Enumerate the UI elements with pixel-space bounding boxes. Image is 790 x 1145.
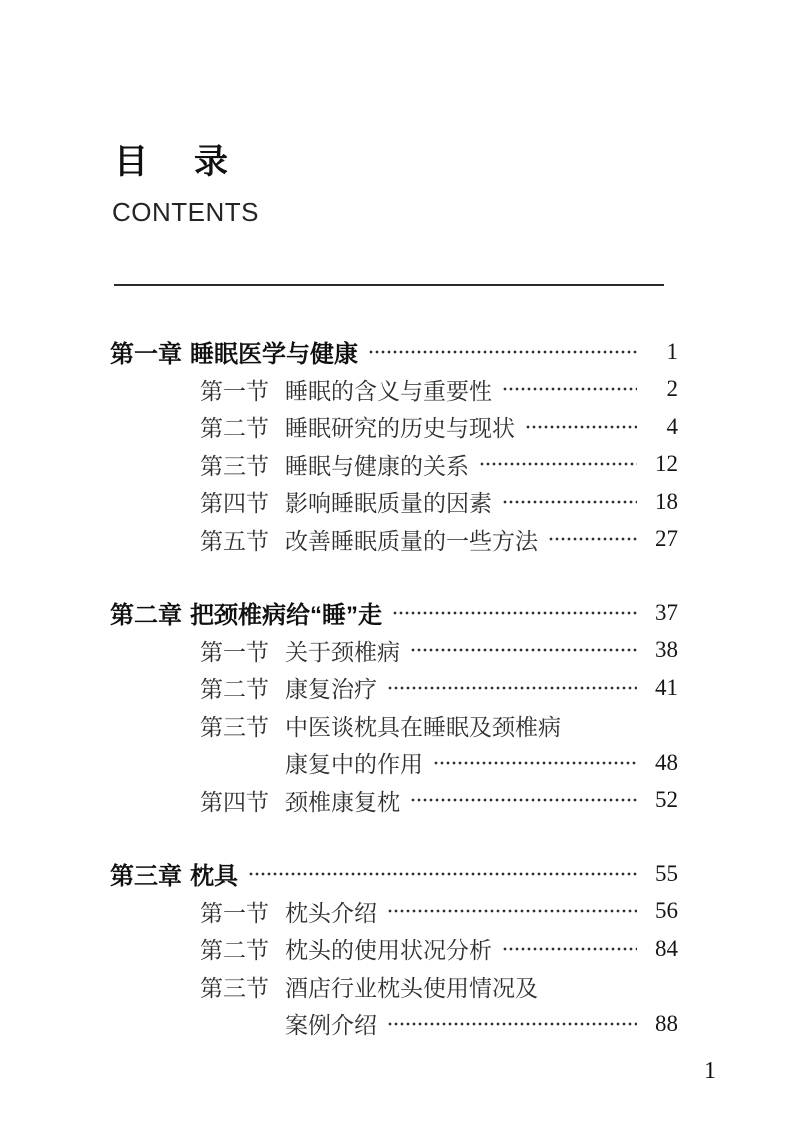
page-number: 4 <box>666 413 678 439</box>
page-number: 88 <box>655 1010 678 1036</box>
dot-leader <box>502 497 637 507</box>
section-title: 睡眠研究的历史与现状 <box>285 416 515 442</box>
chapter-label: 第二章 <box>110 602 182 630</box>
folio-page-number: 1 <box>704 1058 716 1084</box>
page-number: 2 <box>666 376 678 402</box>
toc-section-row-wrap-line1 <box>110 968 678 1006</box>
section-label: 第一节 <box>200 639 269 665</box>
chapter-title: 把颈椎病给“睡”走 <box>190 602 382 630</box>
dot-leader <box>410 795 637 805</box>
section-title: 颈椎康复枕 <box>285 789 400 815</box>
chapter-title: 睡眠医学与健康 <box>190 341 358 369</box>
section-title-continuation: 案例介绍 <box>285 1013 377 1039</box>
toc-section-row <box>110 483 678 521</box>
dot-leader <box>548 534 637 544</box>
dot-leader <box>387 1019 637 1029</box>
toc-chapter-row <box>110 594 678 632</box>
section-title: 康复治疗 <box>285 677 377 703</box>
section-label: 第一节 <box>200 900 269 926</box>
chapter-label: 第三章 <box>110 863 182 891</box>
page-title-english: CONTENTS <box>112 197 259 227</box>
section-title: 枕头介绍 <box>285 900 377 926</box>
section-title: 关于颈椎病 <box>285 639 400 665</box>
toc-section-row <box>110 669 678 707</box>
page-number: 18 <box>655 488 678 514</box>
toc-section-row <box>110 521 678 559</box>
toc-section-row-wrap-line2 <box>110 1005 678 1043</box>
toc-chapter-row <box>110 855 678 893</box>
toc-section-row-wrap-line1 <box>110 707 678 745</box>
toc-section-row <box>110 930 678 968</box>
section-label: 第五节 <box>200 528 269 554</box>
toc-section-row <box>110 893 678 931</box>
page-number: 41 <box>655 674 678 700</box>
toc-section-row <box>110 446 678 484</box>
section-label: 第二节 <box>200 416 269 442</box>
section-label: 第三节 <box>200 453 269 479</box>
page-number: 1 <box>666 338 678 364</box>
section-title-continuation: 康复中的作用 <box>285 752 423 778</box>
section-label: 第三节 <box>200 975 269 1001</box>
page-number: 48 <box>655 749 678 775</box>
dot-leader <box>248 869 637 879</box>
section-label: 第三节 <box>200 714 269 740</box>
dot-leader <box>392 608 637 618</box>
page-number: 84 <box>655 935 678 961</box>
divider-rule <box>114 284 664 286</box>
dot-leader <box>433 758 637 768</box>
chapter-title: 枕具 <box>190 863 238 891</box>
toc-section-row <box>110 371 678 409</box>
section-label: 第二节 <box>200 938 269 964</box>
dot-leader <box>387 906 637 916</box>
section-title: 中医谈枕具在睡眠及颈椎病 <box>285 714 561 740</box>
table-of-contents <box>110 333 678 1043</box>
section-label: 第二节 <box>200 677 269 703</box>
page-number: 38 <box>655 637 678 663</box>
dot-leader <box>410 645 637 655</box>
page-title: 目 录 <box>114 143 234 181</box>
section-title: 睡眠与健康的关系 <box>285 453 469 479</box>
section-title: 酒店行业枕头使用情况及 <box>285 975 538 1001</box>
page-number: 56 <box>655 898 678 924</box>
toc-section-row-wrap-line2 <box>110 744 678 782</box>
toc-chapter-row <box>110 333 678 371</box>
page-number: 37 <box>655 599 678 625</box>
dot-leader <box>368 347 637 357</box>
page-number: 55 <box>655 860 678 886</box>
dot-leader <box>387 683 637 693</box>
section-title: 影响睡眠质量的因素 <box>285 491 492 517</box>
toc-section-row <box>110 782 678 820</box>
page-number: 27 <box>655 526 678 552</box>
page-number: 12 <box>655 451 678 477</box>
dot-leader <box>502 384 637 394</box>
dot-leader <box>479 459 637 469</box>
dot-leader <box>502 944 637 954</box>
section-title: 睡眠的含义与重要性 <box>285 378 492 404</box>
section-label: 第四节 <box>200 491 269 517</box>
section-title: 改善睡眠质量的一些方法 <box>285 528 538 554</box>
section-label: 第一节 <box>200 378 269 404</box>
page-number: 52 <box>655 787 678 813</box>
section-label: 第四节 <box>200 789 269 815</box>
section-title: 枕头的使用状况分析 <box>285 938 492 964</box>
chapter-label: 第一章 <box>110 341 182 369</box>
dot-leader <box>525 422 637 432</box>
toc-section-row <box>110 632 678 670</box>
toc-section-row <box>110 408 678 446</box>
